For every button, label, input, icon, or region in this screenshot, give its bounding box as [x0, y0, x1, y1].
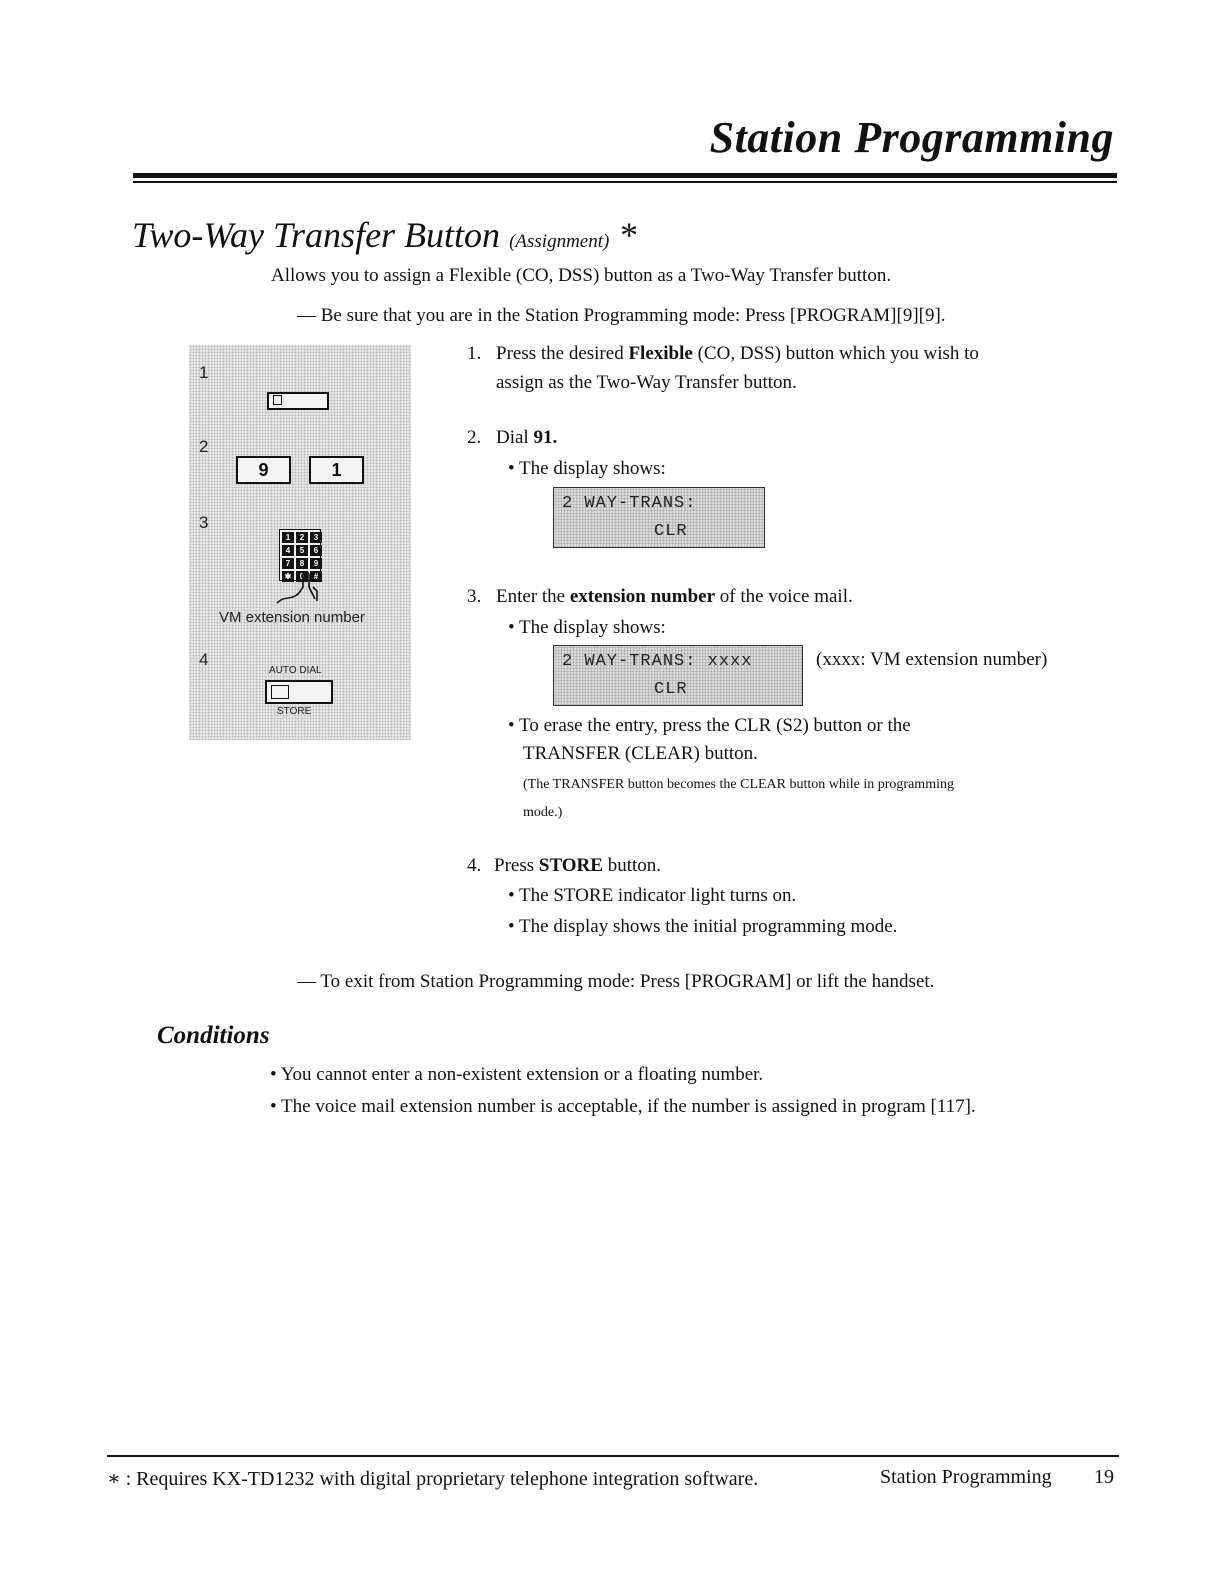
panel-step-1: 1: [199, 363, 209, 382]
auto-dial-store-button-icon: [265, 680, 333, 704]
step-4-post: button.: [602, 855, 662, 876]
step-3-bold: extension number: [569, 586, 716, 607]
section-intro: Allows you to assign a Flexible (CO, DSS) button as a Two-Way Transfer button.: [271, 265, 892, 286]
step-1-bold: Flexible: [628, 343, 693, 364]
step-3-pre: Enter the: [496, 586, 570, 607]
step-4-bullet-2: • The display shows the initial programming mode.: [508, 916, 898, 937]
keypad-key: 9: [310, 558, 322, 569]
keypad-key: 3: [310, 532, 322, 543]
step-3-num: 3.: [467, 586, 482, 607]
lcd-line-1: 2 WAY-TRANS: xxxx: [562, 652, 753, 671]
store-label: STORE: [277, 706, 312, 717]
keypad-key: 8: [296, 558, 308, 569]
step-2-pre: Dial: [496, 427, 534, 448]
step-1-post: (CO, DSS) button which you wish to: [692, 343, 979, 364]
illustration-panel: [189, 345, 411, 740]
step-4-bold: STORE: [538, 855, 603, 876]
flexible-button-icon: [267, 392, 329, 410]
keypad-key: 2: [296, 532, 308, 543]
footer-rule: [107, 1455, 1119, 1457]
key-1-button: 1: [309, 456, 364, 484]
step-4-pre: Press: [494, 855, 539, 876]
panel-step-4: 4: [199, 650, 209, 669]
step-1-pre: Press the desired: [496, 343, 629, 364]
finger-pointer-icon: [273, 565, 333, 607]
erase-note-line1: • To erase the entry, press the CLR (S2) button or the: [508, 715, 911, 736]
section-title-text: Two-Way Transfer Button: [132, 215, 501, 255]
exit-note: — To exit from Station Programming mode: Press [PROGRAM] or lift the handset.: [297, 971, 935, 992]
lcd-line-2: CLR: [654, 522, 688, 541]
page-header-title: Station Programming: [709, 113, 1114, 162]
lcd-note: (xxxx: VM extension number): [816, 649, 1048, 670]
keypad-key: #: [310, 571, 322, 582]
keypad-key: 4: [282, 545, 294, 556]
step-2-num: 2.: [467, 427, 482, 448]
step-3-post: of the voice mail.: [715, 586, 853, 607]
step-4-num: 4.: [467, 855, 482, 876]
keypad-key: ✱: [282, 571, 294, 582]
vm-extension-caption: VM extension number: [219, 609, 365, 626]
panel-step-2: 2: [199, 437, 209, 456]
lcd-display-step2: [553, 487, 765, 548]
section-subtitle: (Assignment): [509, 231, 610, 252]
section-title: [132, 214, 636, 256]
panel-step-3: 3: [199, 513, 209, 532]
footer-note: ∗ : Requires KX-TD1232 with digital proprietary telephone integration software.: [107, 1468, 759, 1490]
keypad-key: 1: [282, 532, 294, 543]
condition-item: • You cannot enter a non-existent extension or a floating number.: [270, 1064, 764, 1085]
conditions-title: Conditions: [157, 1022, 270, 1049]
keypad-key: 6: [310, 545, 322, 556]
mode-note: — Be sure that you are in the Station Programming mode: Press [PROGRAM][9][9].: [297, 305, 946, 326]
condition-item: • The voice mail extension number is acceptable, if the number is assigned in program [117].: [270, 1096, 976, 1117]
step-1-num: 1.: [467, 343, 482, 364]
footer-section: Station Programming: [880, 1466, 1052, 1488]
auto-dial-label: AUTO DIAL: [269, 665, 322, 676]
step-2-text: [496, 424, 557, 452]
step-2-bold: 91.: [533, 427, 558, 448]
header-rule-thin: [133, 181, 1117, 183]
step-2-bullet: • The display shows:: [508, 458, 666, 479]
erase-note-line2: TRANSFER (CLEAR) button.: [523, 743, 758, 764]
keypad-key: 7: [282, 558, 294, 569]
section-marker: *: [618, 215, 637, 255]
transfer-note-line2: mode.): [523, 805, 563, 820]
step-4-bullet-1: • The STORE indicator light turns on.: [508, 885, 797, 906]
transfer-note-line1: (The TRANSFER button becomes the CLEAR button while in programming: [523, 777, 954, 792]
step-1-line2: assign as the Two-Way Transfer button.: [496, 372, 797, 393]
lcd-display-step3: [553, 645, 803, 706]
step-4-text: [494, 852, 661, 880]
lcd-line-2: CLR: [654, 680, 688, 699]
key-9-button: 9: [236, 456, 291, 484]
lcd-line-1: 2 WAY-TRANS:: [562, 494, 697, 513]
step-3-bullet: • The display shows:: [508, 617, 666, 638]
step-1-text: [496, 340, 979, 368]
header-rule: [133, 173, 1117, 178]
keypad-key: 5: [296, 545, 308, 556]
page-number: 19: [1094, 1466, 1114, 1488]
step-3-text: [496, 583, 853, 611]
keypad-key: 0: [296, 571, 308, 582]
